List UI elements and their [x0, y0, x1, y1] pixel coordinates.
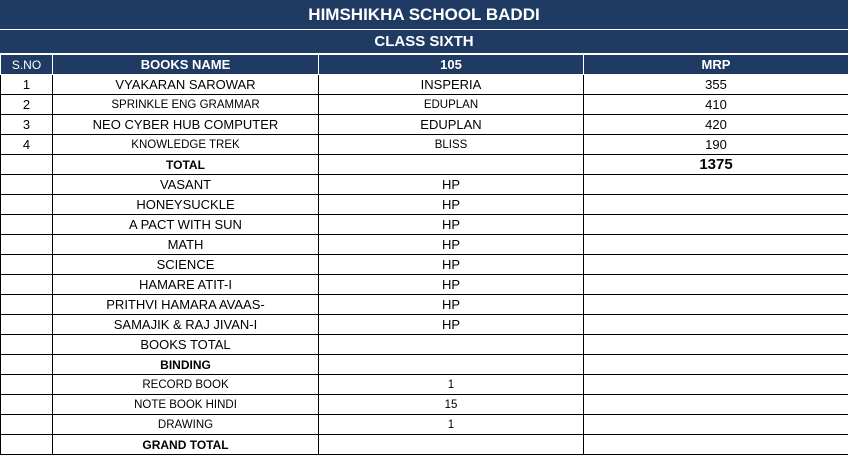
table-row [1, 175, 848, 195]
cell-empty [1, 395, 53, 415]
cell-empty [1, 295, 53, 315]
cell-empty [584, 335, 848, 355]
cell-empty [1, 155, 53, 175]
cell-mrp: 420 [584, 115, 848, 135]
cell-empty [584, 395, 848, 415]
cell-empty [319, 155, 584, 175]
cell-mrp: 410 [584, 95, 848, 115]
cell-book-name: NEO CYBER HUB COMPUTER [53, 115, 319, 135]
cell-empty [584, 175, 848, 195]
table-row [1, 95, 848, 115]
cell-sno: 4 [1, 135, 53, 155]
cell-sno: 3 [1, 115, 53, 135]
cell-publisher: HP [319, 315, 584, 335]
cell-book-name: HONEYSUCKLE [53, 195, 319, 215]
cell-book-name: SCIENCE [53, 255, 319, 275]
table-header-row [1, 55, 848, 75]
table-row [1, 115, 848, 135]
cell-item-name: NOTE BOOK HINDI [53, 395, 319, 415]
cell-empty [1, 315, 53, 335]
cell-publisher: INSPERIA [319, 75, 584, 95]
cell-book-name: VASANT [53, 175, 319, 195]
cell-empty [1, 335, 53, 355]
cell-empty [584, 435, 848, 455]
cell-publisher: HP [319, 235, 584, 255]
cell-empty [319, 435, 584, 455]
books-total-row [1, 335, 848, 355]
book-list-table [0, 54, 848, 455]
cell-item-name: DRAWING [53, 415, 319, 435]
school-title: HIMSHIKHA SCHOOL BADDI [0, 0, 848, 30]
table-row [1, 235, 848, 255]
table-row [1, 415, 848, 435]
cell-empty [1, 195, 53, 215]
cell-empty [1, 215, 53, 235]
cell-publisher: HP [319, 175, 584, 195]
cell-empty [1, 415, 53, 435]
binding-label: BINDING [53, 355, 319, 375]
cell-empty [1, 175, 53, 195]
cell-empty [584, 355, 848, 375]
cell-qty: 1 [319, 415, 584, 435]
cell-item-name: RECORD BOOK [53, 375, 319, 395]
cell-book-name: PRITHVI HAMARA AVAAS- [53, 295, 319, 315]
cell-mrp: 355 [584, 75, 848, 95]
cell-publisher: EDUPLAN [319, 95, 584, 115]
cell-empty [1, 375, 53, 395]
cell-qty: 15 [319, 395, 584, 415]
cell-empty [1, 275, 53, 295]
cell-empty [1, 435, 53, 455]
cell-publisher: BLISS [319, 135, 584, 155]
table-row [1, 195, 848, 215]
cell-publisher: HP [319, 295, 584, 315]
cell-empty [1, 235, 53, 255]
cell-empty [584, 275, 848, 295]
table-row [1, 135, 848, 155]
cell-empty [319, 335, 584, 355]
cell-sno: 2 [1, 95, 53, 115]
table-row [1, 215, 848, 235]
cell-sno: 1 [1, 75, 53, 95]
cell-publisher: HP [319, 255, 584, 275]
cell-empty [584, 295, 848, 315]
total-mrp: 1375 [584, 155, 848, 175]
cell-empty [1, 355, 53, 375]
col-header-mrp: MRP [584, 55, 848, 75]
table-row [1, 395, 848, 415]
cell-empty [584, 195, 848, 215]
table-row [1, 255, 848, 275]
grand-total-label: GRAND TOTAL [53, 435, 319, 455]
total-row [1, 155, 848, 175]
books-total-label: BOOKS TOTAL [53, 335, 319, 355]
cell-mrp: 190 [584, 135, 848, 155]
table-row [1, 315, 848, 335]
cell-book-name: SPRINKLE ENG GRAMMAR [53, 95, 319, 115]
col-header-books-name: BOOKS NAME [53, 55, 319, 75]
cell-empty [584, 255, 848, 275]
cell-empty [584, 235, 848, 255]
cell-book-name: VYAKARAN SAROWAR [53, 75, 319, 95]
table-row [1, 375, 848, 395]
cell-book-name: HAMARE ATIT-I [53, 275, 319, 295]
grand-total-row [1, 435, 848, 455]
cell-publisher: EDUPLAN [319, 115, 584, 135]
cell-empty [584, 415, 848, 435]
table-row [1, 75, 848, 95]
cell-empty [584, 315, 848, 335]
cell-publisher: HP [319, 275, 584, 295]
cell-book-name: A PACT WITH SUN [53, 215, 319, 235]
binding-row [1, 355, 848, 375]
cell-empty [584, 215, 848, 235]
cell-book-name: MATH [53, 235, 319, 255]
col-header-publisher: 105 [319, 55, 584, 75]
cell-qty: 1 [319, 375, 584, 395]
cell-book-name: SAMAJIK & RAJ JIVAN-I [53, 315, 319, 335]
col-header-sno: S.NO [1, 55, 53, 75]
table-row [1, 275, 848, 295]
total-label: TOTAL [53, 155, 319, 175]
cell-empty [319, 355, 584, 375]
cell-publisher: HP [319, 195, 584, 215]
cell-publisher: HP [319, 215, 584, 235]
class-title: CLASS SIXTH [0, 30, 848, 54]
cell-empty [584, 375, 848, 395]
table-row [1, 295, 848, 315]
cell-book-name: KNOWLEDGE TREK [53, 135, 319, 155]
cell-empty [1, 255, 53, 275]
